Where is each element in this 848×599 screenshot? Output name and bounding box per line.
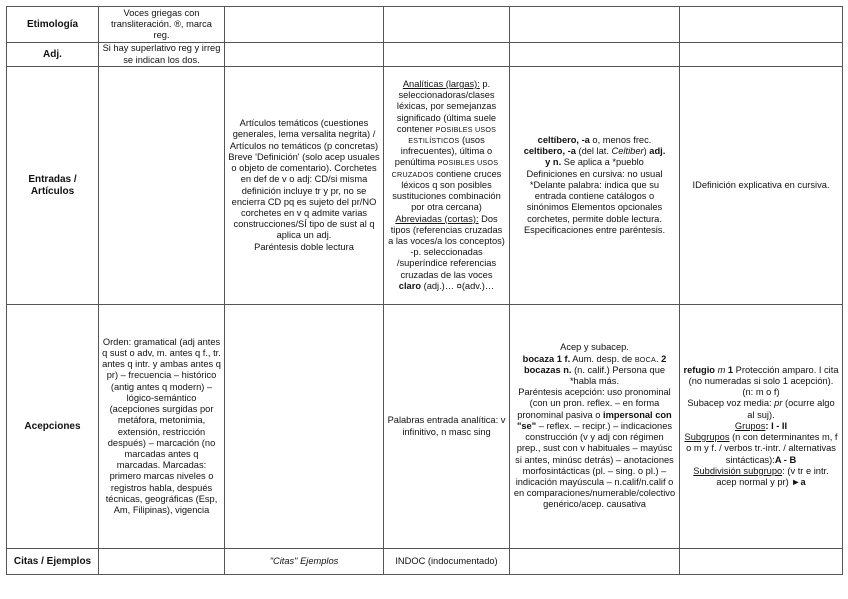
etimologia-cell-1: Voces griegas con transliteración. ®, marca reg. [99, 7, 225, 43]
bocaza-num-2: 2 [661, 353, 667, 364]
row-entradas [7, 67, 843, 305]
refugio-num: 1 [727, 364, 734, 375]
entradas-cell-2-text-b: Paréntesis doble lectura [254, 241, 354, 252]
row-citas [7, 549, 843, 575]
celtiber-latin: Celtiber [611, 146, 644, 157]
celtibero-2-end: ) [643, 146, 650, 157]
bocaza-rest: Aum. desp. de [570, 353, 635, 364]
usos-cruzados-label: POSIBLES USOS CRUZADOS [391, 158, 499, 179]
citas-cell-2 [225, 549, 384, 575]
celtibero-yn: y n. [545, 157, 562, 168]
citas-cell-1 [99, 549, 225, 575]
subdivision-value: ►a [791, 476, 806, 487]
citas-cell-5 [680, 549, 843, 575]
celtibero-3-rest: Se aplica a *pueblo [561, 157, 644, 168]
subgrupos-value: A - B [774, 454, 797, 465]
celtibero-2-mid: (del lat. [575, 146, 612, 157]
no-numeradas: (no numeradas si solo 1 acepción). (n: m o f) [688, 376, 834, 398]
row-header-entradas: Entradas / Artículos [7, 67, 99, 305]
row-header-acepciones: Acepciones [7, 305, 99, 549]
citas-ejemplos: Ejemplos [297, 555, 339, 566]
adj-cell-1: Si hay superlativo reg y irreg se indican los dos. [99, 43, 225, 67]
abreviadas-text: Dos tipos (referencias cruzadas a las voces/a los conceptos) -p. seleccionadas /superíndice referencias cruzadas de las voces [388, 213, 505, 280]
etimologia-cell-2 [225, 7, 384, 43]
row-header-etimologia: Etimología [7, 7, 99, 43]
entradas-cell-1 [99, 67, 225, 305]
analiticas-label: Analíticas (largas): [402, 79, 480, 90]
acepciones-cell-3: Palabras entrada analítica: v infinitivo, n masc sing [384, 305, 510, 549]
entradas-cell-5: IDefinición explicativa en cursiva. [680, 67, 843, 305]
analiticas-text-a: p. seleccionadoras/clases léxicas, por semejanzas significado (última suele contener [396, 79, 497, 134]
subacep-end: (ocurre algo al suj). [747, 398, 835, 420]
row-header-adj: Adj. [7, 43, 99, 67]
subdivision-label: Subdivisión subgrupo [693, 465, 783, 476]
grupos-value: : I - II [765, 420, 788, 431]
refugio-gender: m [715, 364, 728, 375]
subgrupos-label: Subgrupos [684, 432, 730, 443]
impersonal-se: impersonal con "se" [516, 409, 672, 431]
subdivision-text: : (v tr e intr. acep normal y pr) [716, 465, 829, 487]
celtibero-2: celtibero, -a [523, 146, 576, 157]
acepciones-cell-1: Orden: gramatical (adj antes q sust o adv, m. antes q f., tr. antes q intr. y ambas antes q pr) – frecuencia – histórico (antig antes q modern) – lógico-semántico (acepciones surgidas por metáfora, metonimia, extensión, restricción después) – marcación (no marcadas antes q marcadas. Marcadas: primero marcas niveles o registros habla, después técnicas, geográficas (Esp, Am, Filipinas), vigencia [99, 305, 225, 549]
celtibero-adj: adj. [649, 146, 666, 157]
subgrupos-text: (n con determinantes m, f o m y f. / verbos tr.-intr. / alternativas sintácticas): [686, 432, 838, 465]
acepciones-cell-5 [680, 305, 843, 549]
bocaza-entry: bocaza 1 f. [522, 353, 571, 364]
row-header-citas: Citas / Ejemplos [7, 549, 99, 575]
refugio-entry: refugio [683, 364, 715, 375]
grupos-label: Grupos [734, 420, 766, 431]
citas-quote: "Citas" [269, 555, 298, 566]
boca-ref: BOCA [634, 354, 656, 364]
etimologia-cell-3 [384, 7, 510, 43]
abreviadas-label: Abreviadas (cortas): [395, 213, 479, 224]
entradas-cell-3 [384, 67, 510, 305]
row-acepciones [7, 305, 843, 549]
bocaza-end: . [655, 353, 662, 364]
citas-cell-3: INDOC (indocumentado) [384, 549, 510, 575]
claro-rest: (adj.)… ¤(adv.)… [421, 280, 495, 291]
parentesis-acepcion-end: – reflex. – recipr.) – indicaciones construcción (v y adj con régimen prep., sust con v habituales – mayúsc si antes, minúsc detrás) – anotaciones morfosintácticas (pl. – sing. o pl.) – indicación mayúscula – n.calif/n.calif o en comparaciones/numerable/colectivo genérico/acep. causativa [513, 420, 676, 510]
claro-example: claro [398, 280, 422, 291]
acepciones-cell-4 [510, 305, 680, 549]
acepciones-cell-2 [225, 305, 384, 549]
bocazas-entry: bocazas n. [523, 364, 572, 375]
analiticas-text-c: contiene cruces léxicos q son posibles sustituciones combinación por otra cercana) [392, 168, 502, 213]
parentesis-acepcion: Paréntesis acepción: uso pronominal (con un pron. reflex. – en forma pronominal pasiva o [517, 387, 671, 420]
adj-cell-4 [510, 43, 680, 67]
bocazas-rest: (n. calif.) Persona que *habla más. [569, 364, 666, 387]
acep-subacep: Acep y subacep. [560, 342, 629, 353]
subacep-label: Subacep voz media: [687, 398, 775, 409]
row-etimologia [7, 7, 843, 43]
etimologia-cell-4 [510, 7, 680, 43]
adj-cell-5 [680, 43, 843, 67]
entradas-cell-4 [510, 67, 680, 305]
entradas-cell-2 [225, 67, 384, 305]
comparison-table [6, 6, 843, 575]
row-adj [7, 43, 843, 67]
usos-estilisticos-label: POSIBLES USOS ESTILÍSTICOS [408, 124, 497, 146]
adj-cell-3 [384, 43, 510, 67]
citas-cell-4 [510, 549, 680, 575]
subacep-pr: pr [774, 398, 783, 409]
entradas-cell-2-text: Artículos temáticos (cuestiones generales, lema versalita negrita) / Artículos no temáticos (p concretas) Breve 'Definición' (solo acep usuales o objeto de comentario). Corchetes en def de v o adj: CD/si misma definición incluye tr y pr, no se encierra CD pq es sujeto del pr/NO corchetes en v q admite varias construcciones/SÍ tipo de sust al q aplica un adj. [228, 118, 380, 241]
celtibero-1: celtíbero, -a [537, 135, 590, 146]
refugio-def: Protección amparo. I cita [733, 364, 839, 375]
entradas-cell-4-rest: Definiciones en cursiva: no usual *Delante palabra: indica que su entrada contiene catálogos o sinónimos Elementos opcionales corchetes, permite doble lectura. Especificaciones entre paréntesis. [523, 168, 666, 235]
adj-cell-2 [225, 43, 384, 67]
etimologia-cell-5 [680, 7, 843, 43]
celtibero-1-rest: o, menos frec. [589, 135, 652, 146]
analiticas-text-b: (usos infrecuentes), última o penúltima [394, 135, 493, 168]
